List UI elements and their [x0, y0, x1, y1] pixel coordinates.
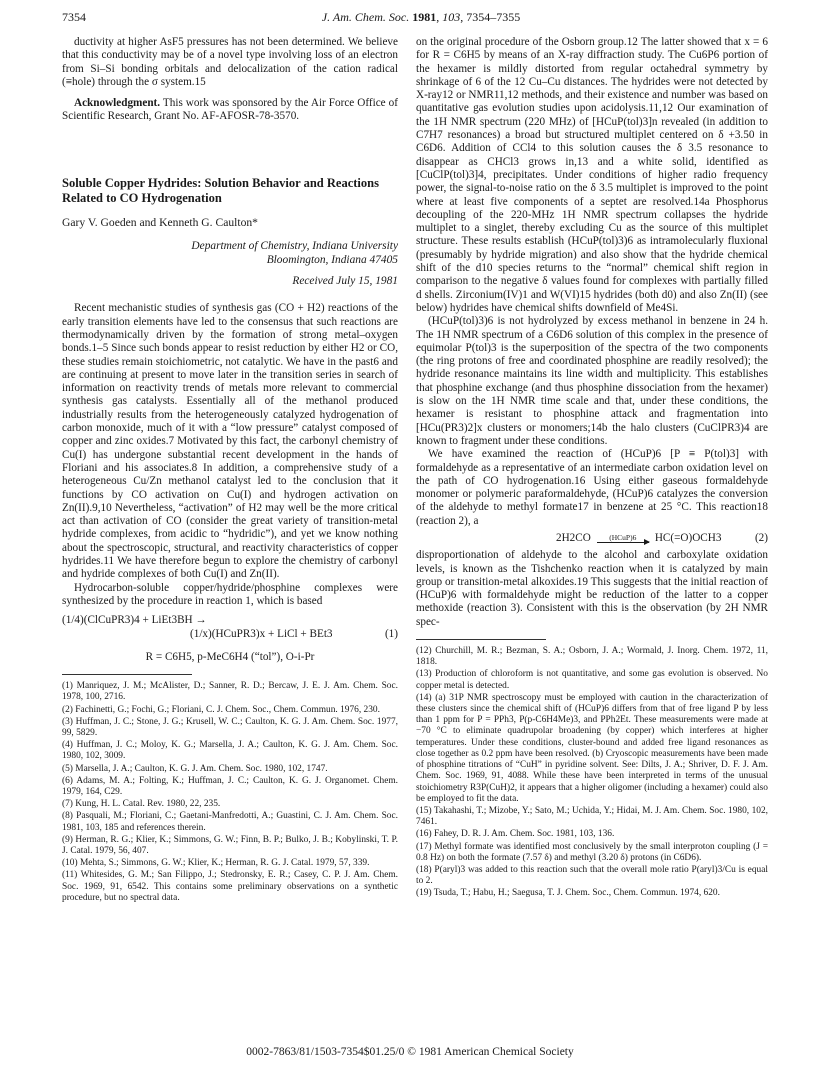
journal-name: J. Am. Chem. Soc.: [321, 10, 410, 24]
reference-item: (10) Mehta, S.; Simmons, G. W.; Klier, K.; Herman, R. G. J. Catal. 1979, 57, 339.: [62, 858, 370, 869]
references-left: [62, 681, 398, 904]
equation-2: [416, 532, 768, 545]
article-authors: Gary V. Goeden and Kenneth G. Caulton*: [62, 215, 258, 229]
journal-pages: 7354–7355: [466, 10, 521, 24]
copyright-footer: 0002-7863/81/1503-7354$01.25/0 © 1981 American Chemical Society: [246, 1046, 574, 1058]
body-paragraph-c: We have examined the reaction of (HCuP)6 [P ≡ P(tol)3] with formaldehyde as a representative of an intermediate carbon oxidation level on the path of CO hydrogenation.16 Using either gaseous formaldehyde monomer or polymeric paraformaldehyde, (HCuP)6 catalyzes the conversion of the aldehyde to methyl formate17 in benzene at 25 °C. This reaction18 (reaction 2), a: [416, 448, 768, 527]
received-date: Received July 15, 1981: [292, 275, 398, 288]
equation-2-reactant: 2H2CO: [556, 531, 591, 544]
reference-item: (11) Whitesides, G. M.; San Filippo, J.; Stedronsky, E. R.; Casey, C. P. J. Am. Chem. Soc. 1969, 91, 6542. This contains some preliminary observations on a synthetic procedure, but no spectral data.: [62, 870, 398, 903]
reference-item: (5) Marsella, J. A.; Caulton, K. G. J. Am. Chem. Soc. 1980, 102, 1747.: [62, 763, 328, 774]
reference-item: (15) Takahashi, T.; Mizobe, Y.; Sato, M.; Uchida, Y.; Hidai, M. J. Am. Chem. Soc. 1980, 102, 7461.: [416, 805, 768, 828]
reference-item: (17) Methyl formate was identified most conclusively by the small interproton coupling (J = 0.8 Hz) on both the formate (7.57 δ) and methyl (3.20 δ) protons (in C6D6).: [416, 841, 768, 863]
reference-item: (9) Herman, R. G.; Klier, K.; Simmons, G. W.; Finn, B. P.; Bulko, J. B.; Kobylinski, T. P. J. Catal. 1979, 56, 407.: [62, 834, 398, 856]
equation-1-line-2: (1/x)(HCuPR3)x + LiCl + BEt3: [190, 627, 333, 640]
body-paragraph-d: disproportionation of aldehyde to the alcohol and carboxylate oxidation levels, is known as the Tishchenko reaction when it is catalyzed by main group or transition-metal alkoxides.19 This suggests that the initial reaction of (HCuP)6 with formaldehyde might be reduction of the latter to a copper methoxide (reaction 3). Consistent with this is the observation (by 2H NMR spec-: [416, 549, 768, 628]
equation-2-product: HC(=O)OCH3: [654, 531, 722, 544]
reference-item: (3) Huffman, J. C.; Stone, J. G.; Krusell, W. C.; Caulton, K. G. J. Am. Chem. Soc. 1977, 99, 5829.: [62, 716, 398, 738]
reference-item: (8) Pasquali, M.; Floriani, C.; Gaetani-Manfredotti, A.; Guastini, C. J. Am. Chem. Soc. 1981, 103, 185 and references therein.: [62, 811, 398, 833]
reference-item: (18) P(aryl)3 was added to this reaction such that the overall mole ratio P(aryl)3/Cu is equal to 2.: [416, 864, 768, 887]
body-paragraph-a: on the original procedure of the Osborn group.12 The latter showed that x = 6 for R = C6H5 by means of an X-ray diffraction study. The Cu6P6 portion of the hexamer is mildly distorted from regular octahedral symmetry by shrinkage of 6 of the 12 Cu–Cu distances. The hydrides were not detected by X-ray12 or NMR11,12 methods, and their existence and number was based on quantitative gas evolution studies upon acidolysis.11,12 Our examination of the 1H NMR spectrum (220 MHz) of [HCuP(tol)3]n revealed (in addition to C7H7 resonances) a broad but structured multiplet centered on δ +3.50 in C6D6. Addition of CCl4 to this solution causes the δ 3.5 resonance to disappear as CHCl3 grows in,13 and a white solid, identified as [CuClP(tol)3]4, precipitates. Under conditions of higher radio frequency power, the signal-to-noise ratio on the δ 3.5 multiplet is improved to the point where at least five components of a septet are resolved.14a Phosphorus decoupling of the 220-MHz 1H NMR spectrum collapses the hydride multiplet to a singlet, thereby excluding Cu as the source of this multiplet structure. These results establish (HCuP(tol)3)6 as intramolecularly fluxional (presumably by hydride migration) and also show that the hydride chemical shift of the d10 species returns to the “normal” chemical shift region in comparison to the negative δ values found for complexes with partially filled d shells. Zirconium(IV)1 and W(VI)15 hydrides (both d0) and also Zn(II) (see below) hydrides have chemical shifts downfield of Me4Si.: [416, 36, 768, 314]
reference-item: (4) Huffman, J. C.; Moloy, K. G.; Marsella, J. A.; Caulton, K. G. J. Am. Chem. Soc. 1980, 102, 3009.: [62, 740, 398, 762]
equation-1-number: (1): [384, 627, 398, 640]
reference-item: (14) (a) 31P NMR spectroscopy must be employed with caution in the characterization of these clusters since the chemical shift of (HCuP)6 differs from that of free ligand P by less than 1 ppm for P = PPh3, P(p-C6H4Me)3, and PPh2Et. These measurements were made at −70 °C to eliminate quadrupolar broadening (by copper) which interferes at higher temperatures. Under these conditions, cluster-bound and added free ligand resonances as close together as 0.2 ppm have been resolved. (b) Cryoscopic measurements have been made of phosphine titrations of “CuH” in pyridine solvent. See: Dilts, J. A.; Shriver, D. F. J. Am. Chem. Soc. 1969, 91, 4088. While these have been interpreted in terms of the unusual stoichiometry R3P(CuH)2, it appears that a higher oligomer (including a hexamer) could also be employed to fit the data.: [416, 692, 768, 804]
acknowledgment: [62, 97, 398, 124]
acknowledgment-text: This work was sponsored by the Air Force Office of Scientific Research, Grant No. AF-AFOSR-78-3570.: [62, 97, 398, 123]
page-number: 7354: [62, 10, 86, 24]
journal-citation: J. Am. Chem. Soc. 1981, 103, 7354–7355: [321, 10, 521, 24]
equation-2-number: (2): [754, 531, 768, 544]
reaction-arrow: [597, 534, 649, 543]
arrow-line: [597, 542, 649, 543]
acknowledgment-label: Acknowledgment.: [74, 97, 161, 110]
left-column: [62, 36, 398, 905]
reference-item: (1) Manriquez, J. M.; McAlister, D.; Sanner, R. D.; Bercaw, J. E. J. Am. Chem. Soc. 1978, 100, 2716.: [62, 681, 398, 703]
right-column: [416, 36, 768, 901]
affiliation: [62, 239, 398, 267]
journal-volume: 103: [442, 10, 461, 24]
catalyst-label: (HCuP)6: [609, 533, 637, 543]
reference-item: (16) Fahey, D. R. J. Am. Chem. Soc. 1981, 103, 136.: [416, 829, 615, 840]
affiliation-department: Department of Chemistry, Indiana University: [191, 240, 398, 253]
reference-item: (6) Adams, M. A.; Folting, K.; Huffman, J. C.; Caulton, K. G. J. Organomet. Chem. 1979, 164, C29.: [62, 775, 398, 797]
footnote-rule: [416, 639, 546, 640]
equation-r-definition: R = C6H5, p-MeC6H4 (“tol”), O-i-Pr: [145, 650, 315, 663]
equation-1: [62, 614, 398, 664]
reference-item: (13) Production of chloroform is not quantitative, and some gas evolution is observed. No copper metal is detected.: [416, 669, 768, 691]
article-title: Soluble Copper Hydrides: Solution Behavior and Reactions Related to CO Hydrogenation: [62, 175, 379, 205]
body-paragraph-1: Recent mechanistic studies of synthesis gas (CO + H2) reactions of the early transition elements have led to the consensus that such reactions are thermodynamically driven by the formation of strong metal–oxygen bonds.1–5 Since such bonds appear to resist reduction by either H2 or CO, these studies remain stoichiometric, not catalytic. We have in the past6 and are continuing at present to move later in the transition series in search of information on reactivity trends of metals more relevant to commercial synthesis gas catalysts. Essentially all of the methanol produced industrially results from the heterogeneously catalyzed hydrogenation of carbon monoxide, much of it with a “low pressure” catalyst composed of copper and zinc oxides.7 Motivated by this fact, the carbonyl chemistry of Cu(I) has undergone substantial recent development in the hands of Floriani and his associates.8 In addition, a comprehensive study of a heterogeneous Cu/Zn methanol catalyst led to the conclusion that it functions by CO activation on Cu(I) and hydrogen activation on Zn(II).9,10 Nevertheless, “activation” of H2 may well be the more critical act than activation of CO (consider the great variety of transition-metal hydride complexes, from acidic to “hydridic”), and yet we know nothing about the spectroscopic, structural, and reactivity characteristics of copper hydrides.11 We have therefore begun to explore the chemistry of carbonyl and hydride complexes of both Cu(I) and Zn(II).: [62, 302, 398, 581]
footnote-rule: [62, 674, 192, 675]
affiliation-location: Bloomington, Indiana 47405: [266, 254, 398, 267]
reference-item: (7) Kung, H. L. Catal. Rev. 1980, 22, 235.: [62, 799, 221, 810]
body-paragraph-2: Hydrocarbon-soluble copper/hydride/phosphine complexes were synthesized by the procedure in reaction 1, which is based: [62, 581, 398, 607]
reference-item: (19) Tsuda, T.; Habu, H.; Saegusa, T. J. Chem. Soc., Chem. Commun. 1974, 620.: [416, 888, 720, 899]
body-paragraph-b: (HCuP(tol)3)6 is not hydrolyzed by excess methanol in benzene in 24 h. The 1H NMR spectrum of a C6D6 solution of this complex in the presence of equimolar P(tol)3 is the superposition of the spectra of the two components (the ring protons of free and coordinated phosphine are readily resolved); the hydride resonance maintains its line width and multiplicity. This establishes that phosphine exchange (and thus phosphine dissociation from the hexamer) is slow on the 1H NMR time scale and that, under these conditions, the hexamer is resistant to phosphine attack and fragmentation into [HCu(PR3)2]x clusters or monomers;14b the halo clusters (CuClPR3)4 are known to fragment under these conditions.: [416, 315, 768, 447]
reference-item: (2) Fachinetti, G.; Fochi, G.; Floriani, C. J. Chem. Soc., Chem. Commun. 1976, 230.: [62, 704, 380, 715]
equation-1-line-1: (1/4)(ClCuPR3)4 + LiEt3BH →: [62, 614, 207, 627]
carry-over-paragraph: ductivity at higher AsF5 pressures has not been determined. We believe that this conductivity may be of a novel type involving loss of an electron from Si–Si bonding orbitals and delocalization of the cation radical (≡hole) through the σ system.15: [62, 36, 398, 88]
running-head: [62, 6, 780, 26]
references-right: [416, 646, 768, 899]
reference-item: (12) Churchill, M. R.; Bezman, S. A.; Osborn, J. A.; Wormald, J. Inorg. Chem. 1972, 11, 1818.: [416, 646, 768, 668]
journal-year: 1981: [412, 10, 437, 24]
